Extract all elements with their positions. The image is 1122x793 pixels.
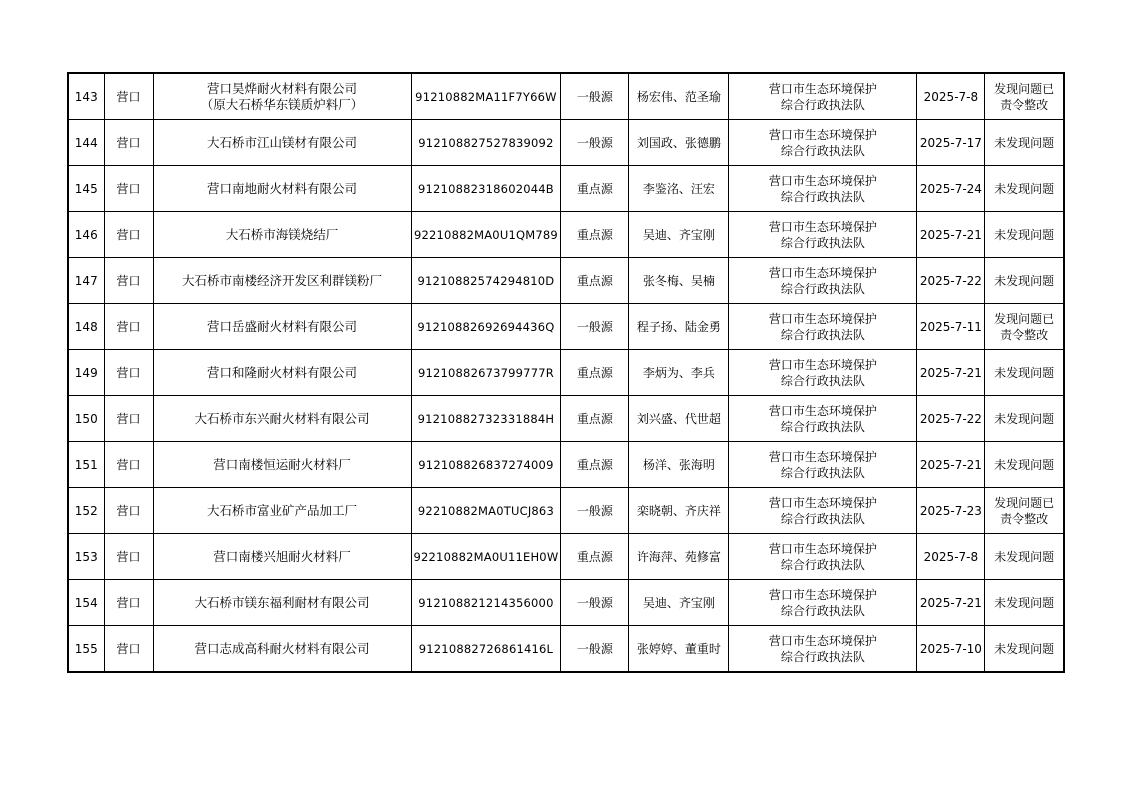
agency-line-1: 营口市生态环境保护 [768, 495, 877, 510]
result-line-1: 发现问题已 [994, 495, 1055, 510]
company-name: 营口志成高科耐火材料有限公司 [194, 640, 370, 656]
agency-cell [729, 350, 917, 396]
agency-line-2: 综合行政执法队 [780, 649, 865, 664]
row-number: 155 [68, 626, 104, 673]
agency-line-2: 综合行政执法队 [780, 327, 865, 342]
result-line-1: 未发现问题 [994, 595, 1055, 610]
result-cell [985, 534, 1064, 580]
inspectors-cell: 张婷婷、董重时 [629, 626, 729, 673]
row-number: 151 [68, 442, 104, 488]
credit-code-cell: 91210882673799777R [411, 350, 561, 396]
company-name-cell [153, 442, 411, 488]
agency-cell [729, 73, 917, 120]
city-cell: 营口 [104, 626, 153, 673]
agency-line-2: 综合行政执法队 [780, 143, 865, 158]
agency-cell [729, 212, 917, 258]
company-name: 营口和隆耐火材料有限公司 [206, 364, 357, 380]
row-number: 153 [68, 534, 104, 580]
agency-cell [729, 626, 917, 673]
table-row [68, 534, 1064, 580]
table-row [68, 212, 1064, 258]
agency-line-2: 综合行政执法队 [780, 557, 865, 572]
inspection-date-cell: 2025-7-21 [917, 350, 985, 396]
agency-line-2: 综合行政执法队 [780, 419, 865, 434]
city-cell: 营口 [104, 350, 153, 396]
agency-line-2: 综合行政执法队 [780, 603, 865, 618]
row-number: 144 [68, 120, 104, 166]
company-name: 大石桥市富业矿产品加工厂 [206, 502, 357, 518]
source-type-cell: 一般源 [561, 580, 629, 626]
agency-line-2: 综合行政执法队 [780, 189, 865, 204]
company-name-cell [153, 626, 411, 673]
credit-code-cell: 91210882692694436Q [411, 304, 561, 350]
company-name-cell [153, 212, 411, 258]
company-name-cell [153, 166, 411, 212]
result-line-1: 未发现问题 [994, 181, 1055, 196]
inspectors-cell: 刘兴盛、代世超 [629, 396, 729, 442]
agency-line-1: 营口市生态环境保护 [768, 311, 877, 326]
inspection-date-cell: 2025-7-11 [917, 304, 985, 350]
agency-cell [729, 580, 917, 626]
inspectors-cell: 许海萍、苑修富 [629, 534, 729, 580]
table-row [68, 626, 1064, 673]
company-name-cell [153, 304, 411, 350]
inspection-date-cell: 2025-7-8 [917, 73, 985, 120]
agency-cell [729, 304, 917, 350]
inspectors-cell: 程子扬、陆金勇 [629, 304, 729, 350]
city-cell: 营口 [104, 534, 153, 580]
agency-line-1: 营口市生态环境保护 [768, 587, 877, 602]
agency-line-1: 营口市生态环境保护 [768, 81, 877, 96]
inspection-date-cell: 2025-7-22 [917, 396, 985, 442]
result-line-2: 责令整改 [1000, 327, 1049, 342]
table-row [68, 258, 1064, 304]
table-row [68, 120, 1064, 166]
company-name: 营口岳盛耐火材料有限公司 [206, 318, 357, 334]
inspection-date-cell: 2025-7-23 [917, 488, 985, 534]
result-cell [985, 350, 1064, 396]
result-cell [985, 212, 1064, 258]
credit-code-cell: 92210882MA0TUCJ863 [411, 488, 561, 534]
agency-line-2: 综合行政执法队 [780, 97, 865, 112]
credit-code-cell: 912108827527839092 [411, 120, 561, 166]
company-name: 大石桥市江山镁材有限公司 [206, 134, 357, 150]
inspectors-cell: 杨洋、张海明 [629, 442, 729, 488]
credit-code-cell: 91210882MA11F7Y66W [411, 73, 561, 120]
credit-code-cell: 91210882726861416L [411, 626, 561, 673]
source-type-cell: 一般源 [561, 304, 629, 350]
source-type-cell: 重点源 [561, 442, 629, 488]
city-cell: 营口 [104, 396, 153, 442]
inspectors-cell: 张冬梅、吴楠 [629, 258, 729, 304]
company-former-name: （原大石桥华东镁质炉料厂） [200, 96, 364, 112]
agency-cell [729, 534, 917, 580]
company-name-cell [153, 120, 411, 166]
agency-line-2: 综合行政执法队 [780, 465, 865, 480]
company-name: 营口南地耐火材料有限公司 [206, 180, 357, 196]
company-name-cell [153, 396, 411, 442]
inspection-date-cell: 2025-7-8 [917, 534, 985, 580]
company-name: 大石桥市镁东福利耐材有限公司 [194, 594, 370, 610]
inspection-date-cell: 2025-7-17 [917, 120, 985, 166]
city-cell: 营口 [104, 120, 153, 166]
company-name: 大石桥市东兴耐火材料有限公司 [194, 410, 370, 426]
company-name-cell [153, 73, 411, 120]
company-name-cell [153, 488, 411, 534]
inspection-date-cell: 2025-7-21 [917, 442, 985, 488]
result-line-2: 责令整改 [1000, 97, 1049, 112]
result-line-1: 未发现问题 [994, 135, 1055, 150]
inspection-date-cell: 2025-7-22 [917, 258, 985, 304]
result-line-1: 未发现问题 [994, 457, 1055, 472]
agency-line-1: 营口市生态环境保护 [768, 633, 877, 648]
inspectors-cell: 李炳为、李兵 [629, 350, 729, 396]
city-cell: 营口 [104, 304, 153, 350]
agency-cell [729, 258, 917, 304]
inspection-table [67, 72, 1065, 673]
result-cell [985, 304, 1064, 350]
company-name-cell [153, 258, 411, 304]
table-row [68, 350, 1064, 396]
result-cell [985, 488, 1064, 534]
result-line-1: 发现问题已 [994, 81, 1055, 96]
company-name-cell [153, 534, 411, 580]
company-name: 大石桥市南楼经济开发区利群镁粉厂 [181, 272, 382, 288]
table-row [68, 166, 1064, 212]
source-type-cell: 重点源 [561, 212, 629, 258]
agency-line-1: 营口市生态环境保护 [768, 449, 877, 464]
agency-line-1: 营口市生态环境保护 [768, 403, 877, 418]
result-line-1: 未发现问题 [994, 365, 1055, 380]
company-name: 大石桥市海镁烧结厂 [225, 226, 339, 242]
row-number: 152 [68, 488, 104, 534]
inspection-date-cell: 2025-7-21 [917, 580, 985, 626]
row-number: 143 [68, 73, 104, 120]
agency-line-2: 综合行政执法队 [780, 281, 865, 296]
result-cell [985, 580, 1064, 626]
company-name-cell [153, 350, 411, 396]
agency-line-2: 综合行政执法队 [780, 373, 865, 388]
company-name: 营口南楼兴旭耐火材料厂 [213, 548, 351, 564]
result-line-1: 未发现问题 [994, 411, 1055, 426]
table-row [68, 488, 1064, 534]
city-cell: 营口 [104, 488, 153, 534]
source-type-cell: 重点源 [561, 166, 629, 212]
agency-line-2: 综合行政执法队 [780, 511, 865, 526]
source-type-cell: 重点源 [561, 534, 629, 580]
result-cell [985, 396, 1064, 442]
table-row [68, 73, 1064, 120]
agency-line-1: 营口市生态环境保护 [768, 219, 877, 234]
city-cell: 营口 [104, 166, 153, 212]
inspectors-cell: 刘国政、张德鹏 [629, 120, 729, 166]
agency-cell [729, 442, 917, 488]
city-cell: 营口 [104, 442, 153, 488]
row-number: 149 [68, 350, 104, 396]
inspectors-cell: 李鉴洺、汪宏 [629, 166, 729, 212]
inspection-date-cell: 2025-7-10 [917, 626, 985, 673]
inspectors-cell: 吴迪、齐宝刚 [629, 212, 729, 258]
company-name-cell [153, 580, 411, 626]
inspectors-cell: 杨宏伟、范圣瑜 [629, 73, 729, 120]
row-number: 150 [68, 396, 104, 442]
agency-cell [729, 488, 917, 534]
credit-code-cell: 91210882732331884H [411, 396, 561, 442]
table-row [68, 442, 1064, 488]
result-line-1: 未发现问题 [994, 227, 1055, 242]
result-line-1: 发现问题已 [994, 311, 1055, 326]
credit-code-cell: 91210882318602044B [411, 166, 561, 212]
table-row [68, 580, 1064, 626]
result-cell [985, 120, 1064, 166]
result-cell [985, 258, 1064, 304]
source-type-cell: 一般源 [561, 488, 629, 534]
agency-line-2: 综合行政执法队 [780, 235, 865, 250]
company-name: 营口南楼恒运耐火材料厂 [213, 456, 351, 472]
source-type-cell: 一般源 [561, 626, 629, 673]
agency-line-1: 营口市生态环境保护 [768, 357, 877, 372]
credit-code-cell: 91210882574294810D [411, 258, 561, 304]
agency-line-1: 营口市生态环境保护 [768, 173, 877, 188]
inspection-date-cell: 2025-7-21 [917, 212, 985, 258]
source-type-cell: 重点源 [561, 396, 629, 442]
source-type-cell: 一般源 [561, 120, 629, 166]
result-cell [985, 442, 1064, 488]
credit-code-cell: 912108826837274009 [411, 442, 561, 488]
result-cell [985, 166, 1064, 212]
credit-code-cell: 92210882MA0U11EH0W [411, 534, 561, 580]
row-number: 146 [68, 212, 104, 258]
source-type-cell: 重点源 [561, 258, 629, 304]
result-cell [985, 73, 1064, 120]
result-line-2: 责令整改 [1000, 511, 1049, 526]
agency-line-1: 营口市生态环境保护 [768, 541, 877, 556]
city-cell: 营口 [104, 258, 153, 304]
city-cell: 营口 [104, 212, 153, 258]
table-row [68, 396, 1064, 442]
result-line-1: 未发现问题 [994, 641, 1055, 656]
agency-line-1: 营口市生态环境保护 [768, 127, 877, 142]
row-number: 154 [68, 580, 104, 626]
row-number: 148 [68, 304, 104, 350]
credit-code-cell: 92210882MA0U1QM789 [411, 212, 561, 258]
table-row [68, 304, 1064, 350]
inspection-date-cell: 2025-7-24 [917, 166, 985, 212]
credit-code-cell: 912108821214356000 [411, 580, 561, 626]
source-type-cell: 一般源 [561, 73, 629, 120]
result-line-1: 未发现问题 [994, 549, 1055, 564]
agency-cell [729, 396, 917, 442]
city-cell: 营口 [104, 73, 153, 120]
row-number: 147 [68, 258, 104, 304]
result-line-1: 未发现问题 [994, 273, 1055, 288]
agency-cell [729, 166, 917, 212]
source-type-cell: 重点源 [561, 350, 629, 396]
inspectors-cell: 栾晓朝、齐庆祥 [629, 488, 729, 534]
result-cell [985, 626, 1064, 673]
agency-line-1: 营口市生态环境保护 [768, 265, 877, 280]
inspectors-cell: 吴迪、齐宝刚 [629, 580, 729, 626]
table-body [68, 73, 1064, 672]
agency-cell [729, 120, 917, 166]
row-number: 145 [68, 166, 104, 212]
city-cell: 营口 [104, 580, 153, 626]
company-name: 营口昊烨耐火材料有限公司 [206, 80, 357, 96]
